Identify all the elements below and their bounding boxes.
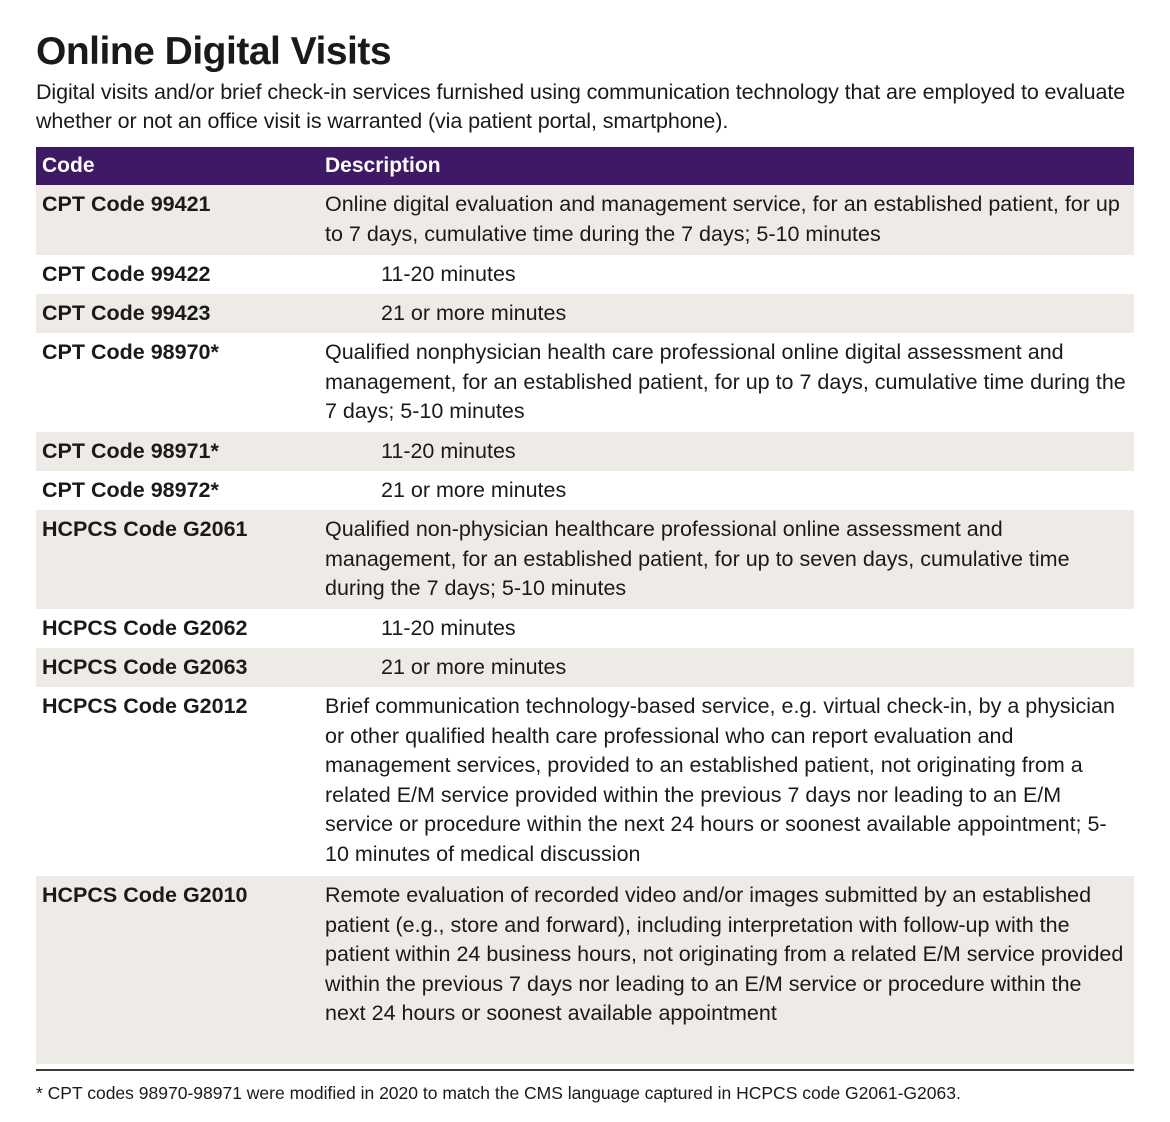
row-code: CPT Code 98971* [42, 439, 219, 463]
row-code: HCPCS Code G2061 [42, 517, 248, 541]
table-row [36, 687, 1134, 876]
table-row [36, 294, 1134, 333]
row-code: CPT Code 98972* [42, 478, 219, 502]
row-code: CPT Code 98970* [42, 340, 219, 364]
row-code: CPT Code 99423 [42, 301, 211, 325]
table-row [36, 185, 1134, 255]
row-code: CPT Code 99421 [42, 192, 211, 216]
row-description: 21 or more minutes [381, 478, 567, 502]
page-subtitle: Digital visits and/or brief check-in services furnished using communication technology that are employed to evaluate whether or not an office visit is warranted (via patient portal, smartphone). [36, 80, 1126, 133]
row-description: 11-20 minutes [381, 439, 516, 463]
table-row [36, 609, 1134, 648]
row-description: 11-20 minutes [381, 616, 516, 640]
table-bottom-rule [36, 1069, 1134, 1071]
row-code: HCPCS Code G2012 [42, 694, 248, 718]
table-row [36, 333, 1134, 432]
row-description: Remote evaluation of recorded video and/or images submitted by an established patient (e.g., store and forward), including interpretation with follow-up with the patient within 24 business hours, not originating from a related E/M service provided within the previous 7 days nor leading to an E/M service or procedure within the next 24 hours or soonest available appointment [325, 883, 1124, 1026]
row-description: Qualified non-physician healthcare professional online assessment and management, for an established patient, for up to seven days, cumulative time during the 7 days; 5-10 minutes [325, 517, 1070, 601]
row-description: 11-20 minutes [381, 262, 516, 286]
table-header [36, 147, 1134, 185]
table-row [36, 255, 1134, 294]
row-description: 21 or more minutes [381, 655, 567, 679]
row-description: Qualified nonphysician health care professional online digital assessment and management, for an established patient, for up to 7 days, cumulative time during the 7 days; 5-10 minutes [325, 340, 1126, 424]
codes-table [36, 147, 1134, 1064]
table-row [36, 432, 1134, 471]
footnote: * CPT codes 98970-98971 were modified in 2020 to match the CMS language captured in HCPCS code G2061-G2063. [36, 1083, 961, 1103]
table-row [36, 876, 1134, 1064]
row-code: CPT Code 99422 [42, 262, 211, 286]
page-title: Online Digital Visits [36, 30, 392, 73]
header-description: Description [325, 154, 441, 177]
row-description: Brief communication technology-based service, e.g. virtual check-in, by a physician or other qualified health care professional who can report evaluation and management services, provided to an established patient, not originating from a related E/M service provided within the previous 7 days nor leading to an E/M service or procedure within the next 24 hours or soonest available appointment; 5-10 minutes of medical discussion [325, 694, 1115, 866]
row-description: Online digital evaluation and management service, for an established patient, for up to 7 days, cumulative time during the 7 days; 5-10 minutes [325, 192, 1120, 246]
row-code: HCPCS Code G2010 [42, 883, 248, 907]
row-description: 21 or more minutes [381, 301, 567, 325]
header-code: Code [42, 154, 95, 177]
table-row [36, 510, 1134, 609]
row-code: HCPCS Code G2062 [42, 616, 248, 640]
table-row [36, 471, 1134, 510]
row-code: HCPCS Code G2063 [42, 655, 248, 679]
table-row [36, 648, 1134, 687]
